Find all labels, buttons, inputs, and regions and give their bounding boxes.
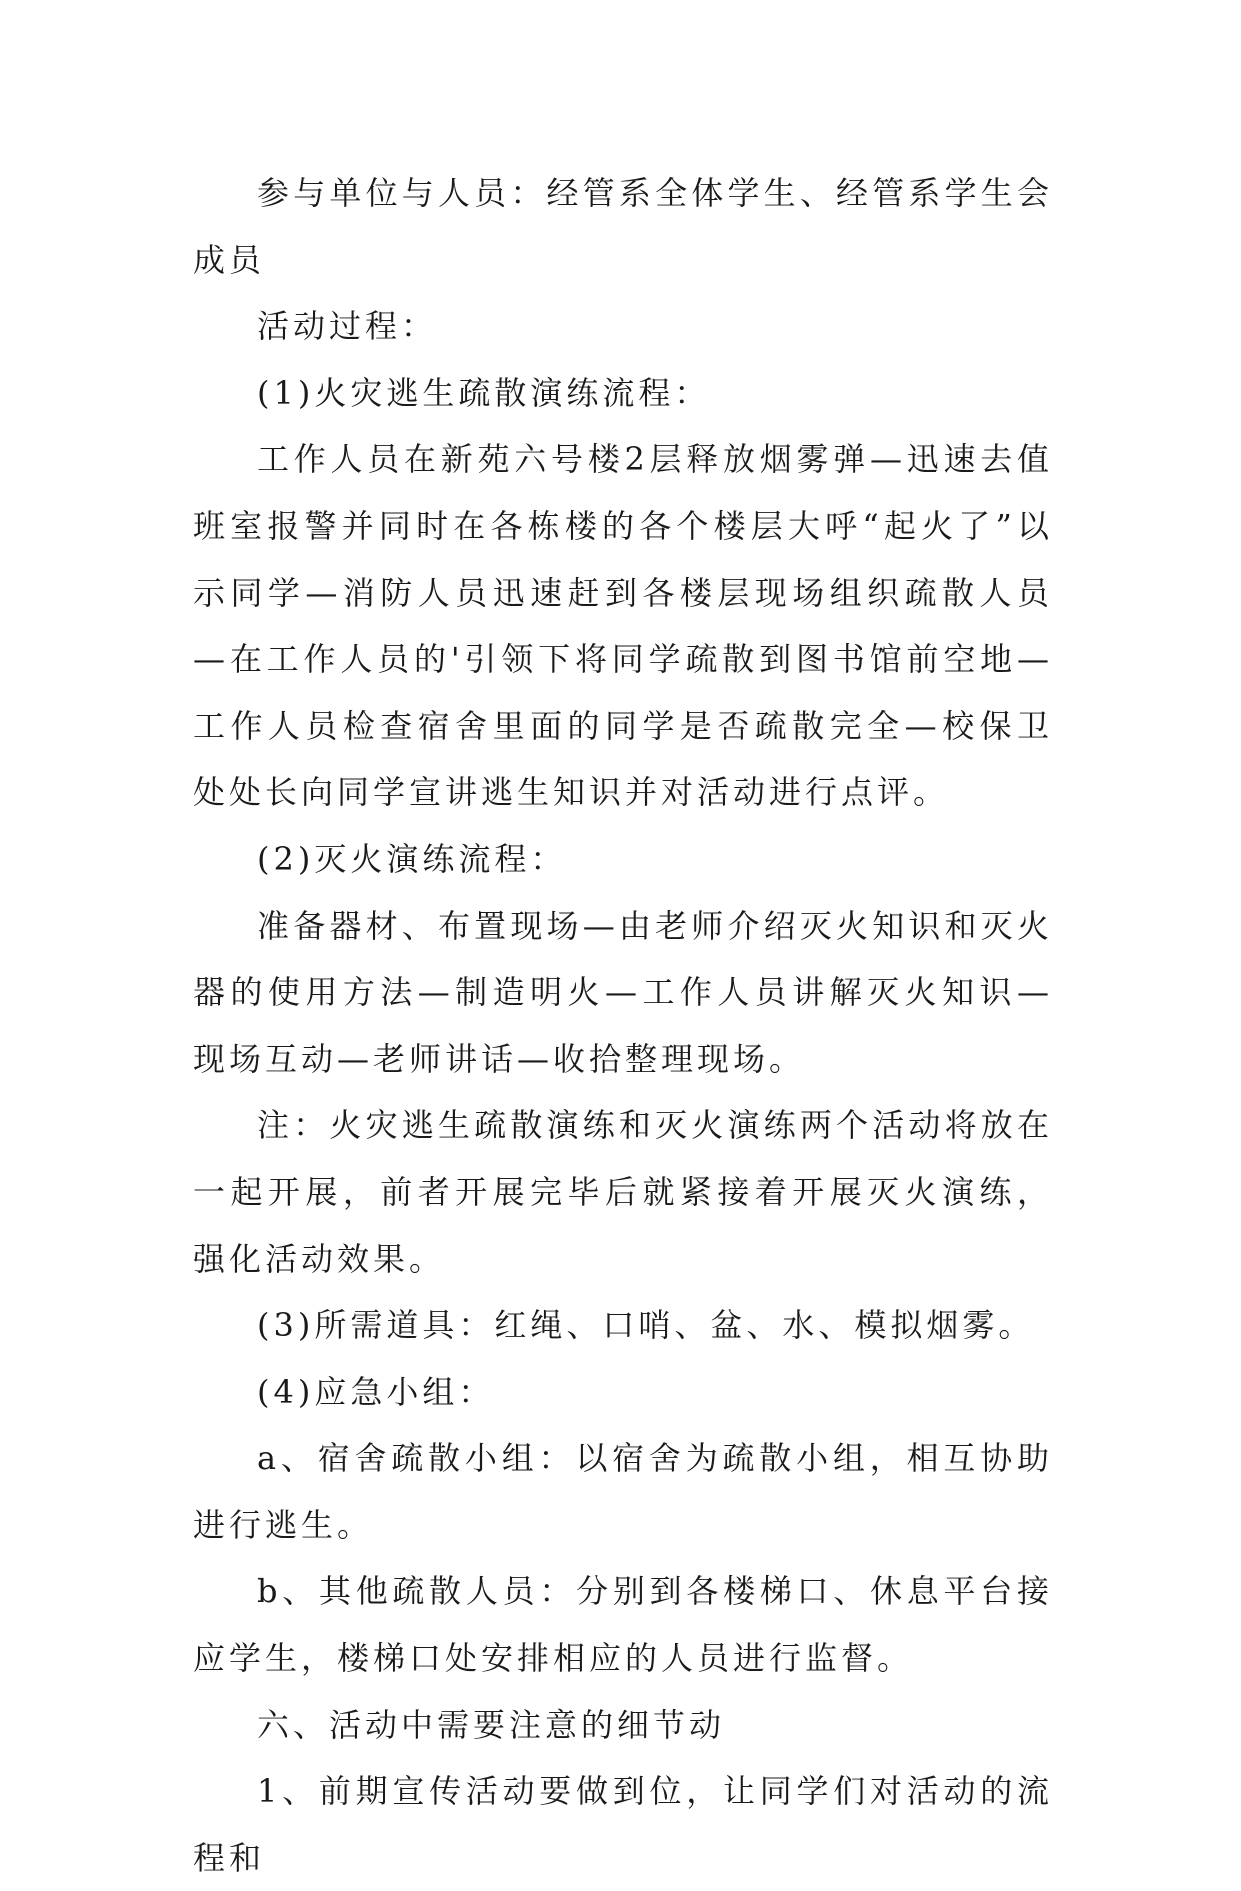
- paragraph-emergency-heading: (4)应急小组：: [257, 1372, 495, 1411]
- paragraph-item-one: 1、前期宣传活动要做到位，让同学们对活动的流程和: [193, 1772, 1053, 1877]
- paragraph-firefighting-heading: (2)灭火演练流程：: [257, 839, 567, 878]
- paragraph-other-staff: b、其他疏散人员：分别到各楼梯口、休息平台接应学生，楼梯口处安排相应的人员进行监督。: [193, 1572, 1053, 1678]
- paragraph-note: 注：火灾逃生疏散演练和灭火演练两个活动将放在一起开展，前者开展完毕后就紧接着开展灭火演练，强化活动效果。: [193, 1106, 1053, 1278]
- paragraph-props: (3)所需道具：红绳、口哨、盆、水、模拟烟雾。: [257, 1306, 1035, 1345]
- paragraph-dorm-group: a、宿舍疏散小组：以宿舍为疏散小组，相互协助进行逃生。: [193, 1439, 1053, 1544]
- body-text: [193, 160, 1053, 1891]
- paragraph-participants: 参与单位与人员：经管系全体学生、经管系学生会成员: [193, 174, 1053, 279]
- paragraph-section-six-heading: 六、活动中需要注意的细节动: [257, 1705, 726, 1744]
- paragraph-process-heading: 活动过程：: [257, 307, 438, 346]
- paragraph-firefighting-steps: 准备器材、布置现场—由老师介绍灭火知识和灭火器的使用方法—制造明火—工作人员讲解灭火知识—现场互动—老师讲话—收拾整理现场。: [193, 906, 1053, 1078]
- paragraph-evacuation-heading: (1)火灾逃生疏散演练流程：: [257, 373, 711, 412]
- paragraph-evacuation-steps: 工作人员在新苑六号楼2层释放烟雾弹—迅速去值班室报警并同时在各栋楼的各个楼层大呼“起火了”以示同学—消防人员迅速赶到各楼层现场组织疏散人员—在工作人员的'引领下将同学疏散到图书馆前空地—工作人员检查宿舍里面的同学是否疏散完全—校保卫处处长向同学宣讲逃生知识并对活动进行点评。: [193, 440, 1053, 812]
